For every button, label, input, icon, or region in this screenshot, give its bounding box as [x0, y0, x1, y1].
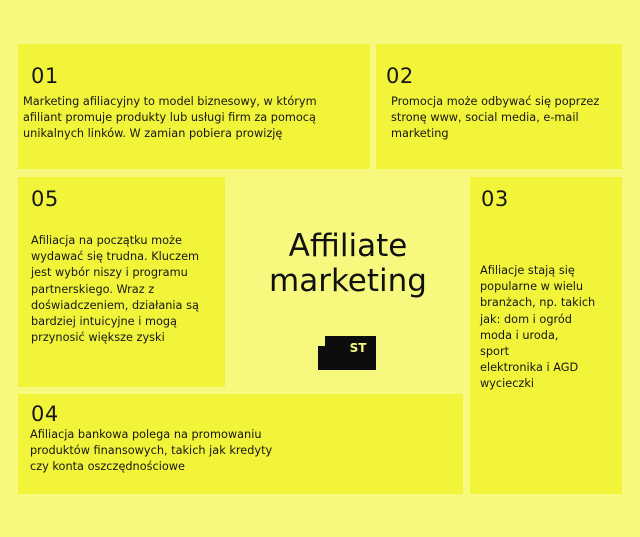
card-number: 03: [481, 187, 509, 211]
card-01: [18, 44, 370, 169]
card-text: Afiliacja bankowa polega na promowaniu produktów finansowych, takich jak kredyty czy konta oszczędnościowe: [30, 428, 273, 474]
logo-shape: [318, 336, 376, 370]
card-text: Afiliacja na początku może wydawać się trudna. Kluczem jest wybór niszy i programu partnerskiego. Wraz z doświadczeniem, działania są bardziej intuicyjne i mogą przynosić większe zyski: [31, 234, 200, 345]
card-04: [18, 394, 463, 494]
card-text: Afiliacje stają się popularne w wielu branżach, np. takich jak: dom i ogród moda i uroda, sport elektronika i AGD wycieczki: [480, 264, 596, 391]
st-logo-icon: [318, 336, 376, 370]
card-05: [18, 177, 225, 387]
card-03: [470, 177, 622, 494]
card-text: Marketing afiliacyjny to model biznesowy, w którym afiliant promuje produkty lub usługi firm za pomocą unikalnych linków. W zamian pobiera prowizję: [23, 95, 317, 141]
card-number: 05: [31, 187, 59, 211]
page-title: Affiliate marketing: [269, 228, 427, 299]
card-02: [376, 44, 622, 169]
card-number: 04: [31, 402, 59, 426]
logo-text: ST: [349, 341, 367, 355]
card-text: Promocja może odbywać się poprzez stronę www, social media, e-mail marketing: [391, 95, 600, 141]
card-number: 01: [31, 64, 59, 88]
card-number: 02: [386, 64, 414, 88]
